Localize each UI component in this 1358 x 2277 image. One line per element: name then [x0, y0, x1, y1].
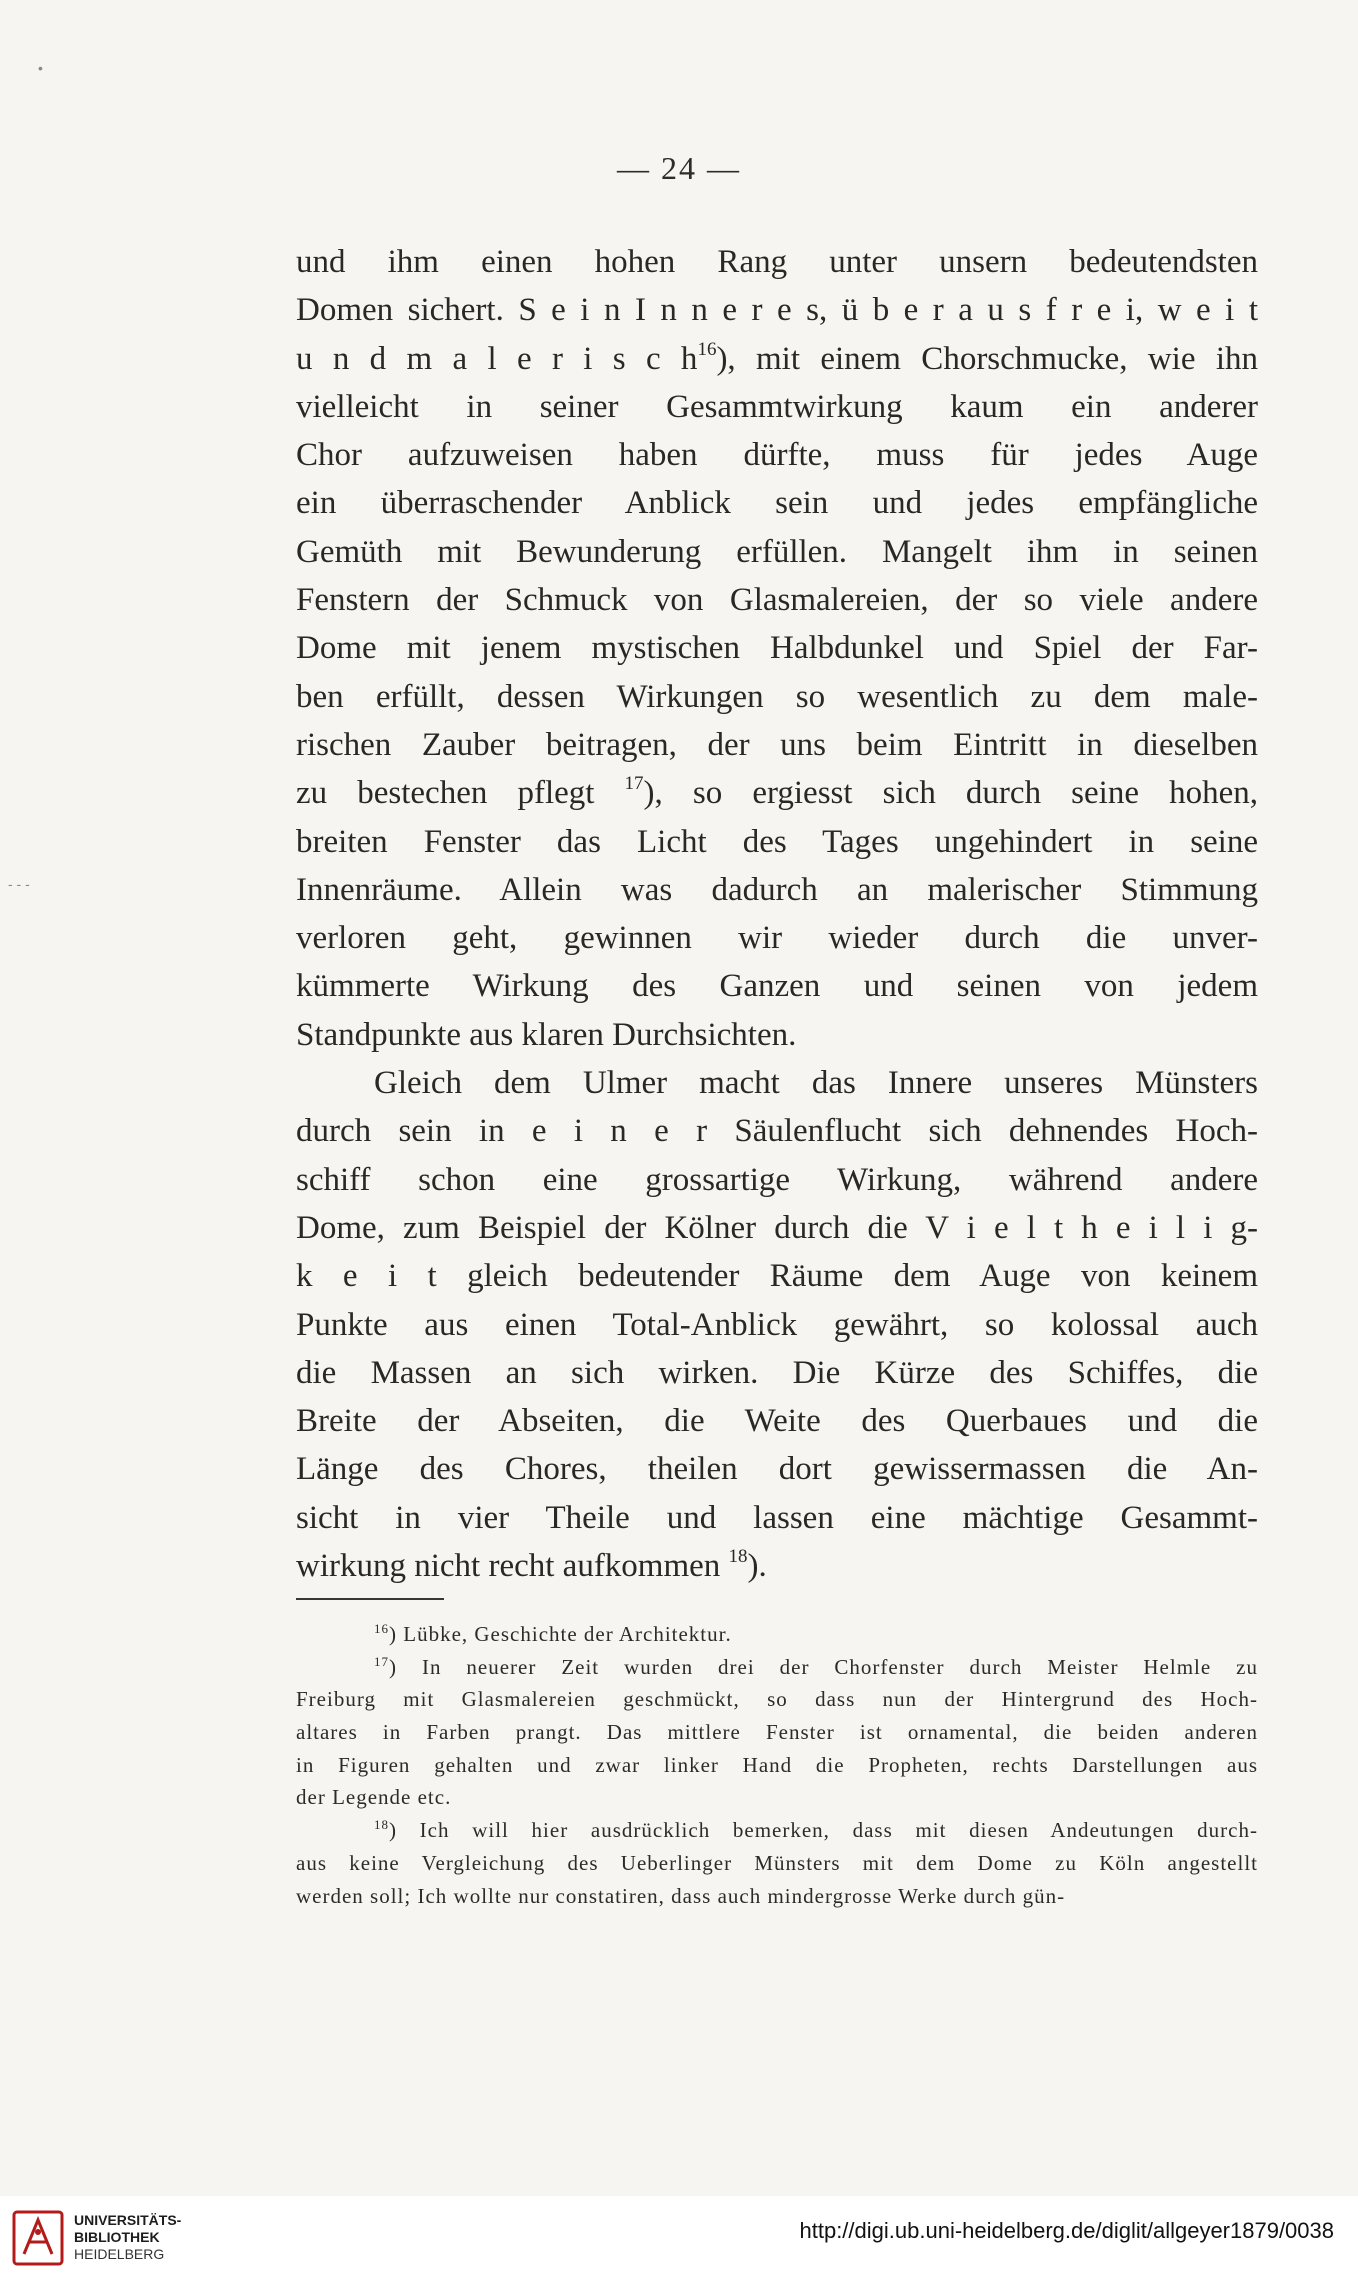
footnote-reference: 17: [374, 1653, 389, 1669]
text-line-text: Breite der Abseiten, die Weite des Querbaues und die: [296, 1403, 1258, 1440]
footnote-line: [296, 1880, 1258, 1913]
text-line: [296, 431, 1258, 479]
text-line: [296, 1301, 1258, 1349]
text-line-text: rischen Zauber beitragen, der uns beim Eintritt in dieselben: [296, 726, 1258, 763]
footnote-line-text: Freiburg mit Glasmalereien geschmückt, so dass nun der Hintergrund des Hoch-: [296, 1687, 1258, 1712]
text-line: [296, 1494, 1258, 1542]
text-line: [296, 1059, 1258, 1107]
text-line-text: Punkte aus einen Total-Anblick gewährt, so kolossal auch: [296, 1306, 1258, 1343]
text-line: [296, 624, 1258, 672]
footnote-line-text: in Figuren gehalten und zwar linker Hand die Propheten, rechts Darstellungen aus: [296, 1752, 1258, 1777]
text-line: [296, 528, 1258, 576]
text-line: [296, 238, 1258, 286]
text-line: [296, 1542, 1258, 1590]
text-line: [296, 721, 1258, 769]
footnote-line-text: ) Ich will hier ausdrücklich bemerken, dass mit diesen Andeutungen durch-: [389, 1818, 1258, 1843]
text-line-text: Gleich dem Ulmer macht das Innere unseres Münsters: [374, 1065, 1258, 1102]
text-line-text: schiff schon eine grossartige Wirkung, während andere: [296, 1161, 1258, 1198]
library-name: [74, 2212, 181, 2263]
text-line-text: Länge des Chores, theilen dort gewissermassen die An-: [296, 1451, 1258, 1488]
text-line: [296, 1397, 1258, 1445]
text-line: [296, 1445, 1258, 1493]
text-line-text: Domen sichert. S e i n I n n e r e s, ü b e r a u s f r e i, w e i t: [296, 292, 1258, 329]
text-line: [296, 1204, 1258, 1252]
footnote-line-text: aus keine Vergleichung des Ueberlinger Münsters mit dem Dome zu Köln angestellt: [296, 1850, 1258, 1875]
text-line: [296, 866, 1258, 914]
text-line: [296, 962, 1258, 1010]
text-line-text: ein überraschender Anblick sein und jedes empfängliche: [296, 485, 1258, 522]
text-line-text: und ihm einen hohen Rang unter unsern bedeutendsten: [296, 244, 1258, 280]
text-line-text: ).: [747, 1548, 767, 1585]
source-url-link[interactable]: http://digi.ub.uni-heidelberg.de/diglit/allgeyer1879/0038: [799, 2218, 1334, 2243]
text-line-text: durch sein in e i n e r Säulenflucht sich dehnendes Hoch-: [296, 1113, 1258, 1150]
library-name-line3: HEIDELBERG: [74, 2246, 165, 2262]
scan-speck: •: [38, 60, 43, 76]
text-line-text: ben erfüllt, dessen Wirkungen so wesentlich zu dem male-: [296, 678, 1258, 715]
footnote-separator: [296, 1598, 444, 1600]
library-name-line1: UNIVERSITÄTS-: [74, 2212, 182, 2228]
footnote-line: [296, 1781, 1258, 1814]
footnote-reference: 17: [624, 773, 644, 795]
text-line: [296, 769, 1258, 817]
text-line-text: k e i t gleich bedeutender Räume dem Auge von keinem: [296, 1258, 1258, 1295]
text-line: [296, 818, 1258, 866]
text-line: [296, 479, 1258, 527]
text-line-text: die Massen an sich wirken. Die Kürze des Schiffes, die: [296, 1354, 1258, 1391]
text-line: [296, 1349, 1258, 1397]
text-line: [296, 914, 1258, 962]
footnote-line: [296, 1716, 1258, 1749]
footnote-line-text: der Legende etc.: [296, 1785, 452, 1810]
footnote-line: [296, 1749, 1258, 1782]
text-line: [296, 335, 1258, 383]
text-line-text: kümmerte Wirkung des Ganzen und seinen von jedem: [296, 968, 1258, 1005]
text-line-text: breiten Fenster das Licht des Tages ungehindert in seine: [296, 823, 1258, 860]
text-line-text: vielleicht in seiner Gesammtwirkung kaum ein anderer: [296, 388, 1258, 425]
footnote-line-text: ) In neuerer Zeit wurden drei der Chorfenster durch Meister Helmle zu: [389, 1654, 1258, 1679]
digitization-footer: [0, 2196, 1358, 2277]
footnote-line-text: ) Lübke, Geschichte der Architektur.: [389, 1622, 732, 1646]
footnote-reference: 18: [728, 1546, 748, 1568]
text-line-text: Standpunkte aus klaren Durchsichten.: [296, 1016, 797, 1053]
text-line: [296, 383, 1258, 431]
footnote-line: [296, 1651, 1258, 1684]
heidelberg-seal-icon: [12, 2210, 64, 2266]
page-number: — 24 —: [617, 150, 741, 186]
text-line-text: Dome mit jenem mystischen Halbdunkel und Spiel der Far-: [296, 630, 1258, 667]
text-line-text: sicht in vier Theile und lassen eine mächtige Gesammt-: [296, 1499, 1258, 1536]
footnote-line: [296, 1847, 1258, 1880]
text-line-text: Fenstern der Schmuck von Glasmalereien, der so viele andere: [296, 582, 1258, 619]
text-line-text: ), mit einem Chorschmucke, wie ihn: [716, 340, 1258, 377]
footnote-reference: 18: [374, 1817, 389, 1833]
footnote-reference: 16: [374, 1621, 389, 1636]
text-line: [296, 673, 1258, 721]
library-logo[interactable]: [12, 2210, 192, 2270]
footnote-reference: 16: [697, 338, 717, 360]
footnote-line-text: altares in Farben prangt. Das mittlere Fenster ist ornamental, die beiden anderen: [296, 1720, 1258, 1745]
text-line-text: zu bestechen pflegt: [296, 775, 625, 812]
text-line-text: Innenräume. Allein was dadurch an malerischer Stimmung: [296, 871, 1258, 908]
text-line-text: Dome, zum Beispiel der Kölner durch die V i e l t h e i l i g-: [296, 1209, 1258, 1246]
text-line-text: verloren geht, gewinnen wir wieder durch die unver-: [296, 920, 1258, 957]
footnote-line: [296, 1683, 1258, 1716]
text-line: [296, 286, 1258, 334]
text-line: [296, 1107, 1258, 1155]
footnotes-block: [296, 1618, 1258, 1912]
scan-speck: ‐ ‐ ‐: [8, 876, 30, 892]
footnote-line: [296, 1814, 1258, 1847]
text-line: [296, 1011, 1258, 1059]
text-line-text: Chor aufzuweisen haben dürfte, muss für jedes Auge: [296, 437, 1258, 474]
text-line-text: wirkung nicht recht aufkommen: [296, 1548, 729, 1585]
main-text-block: [296, 238, 1258, 1590]
text-line-text: ), so ergiesst sich durch seine hohen,: [643, 775, 1258, 812]
library-name-line2: BIBLIOTHEK: [74, 2229, 160, 2245]
text-line: [296, 1156, 1258, 1204]
text-line: [296, 1252, 1258, 1300]
text-line-text: Gemüth mit Bewunderung erfüllen. Mangelt ihm in seinen: [296, 533, 1258, 570]
text-line: [296, 576, 1258, 624]
footnote-line-text: werden soll; Ich wollte nur constatiren, dass auch mindergrosse Werke durch gün-: [296, 1883, 1066, 1908]
text-line-text: u n d m a l e r i s c h: [296, 340, 698, 377]
footnote-line: [296, 1618, 1258, 1651]
